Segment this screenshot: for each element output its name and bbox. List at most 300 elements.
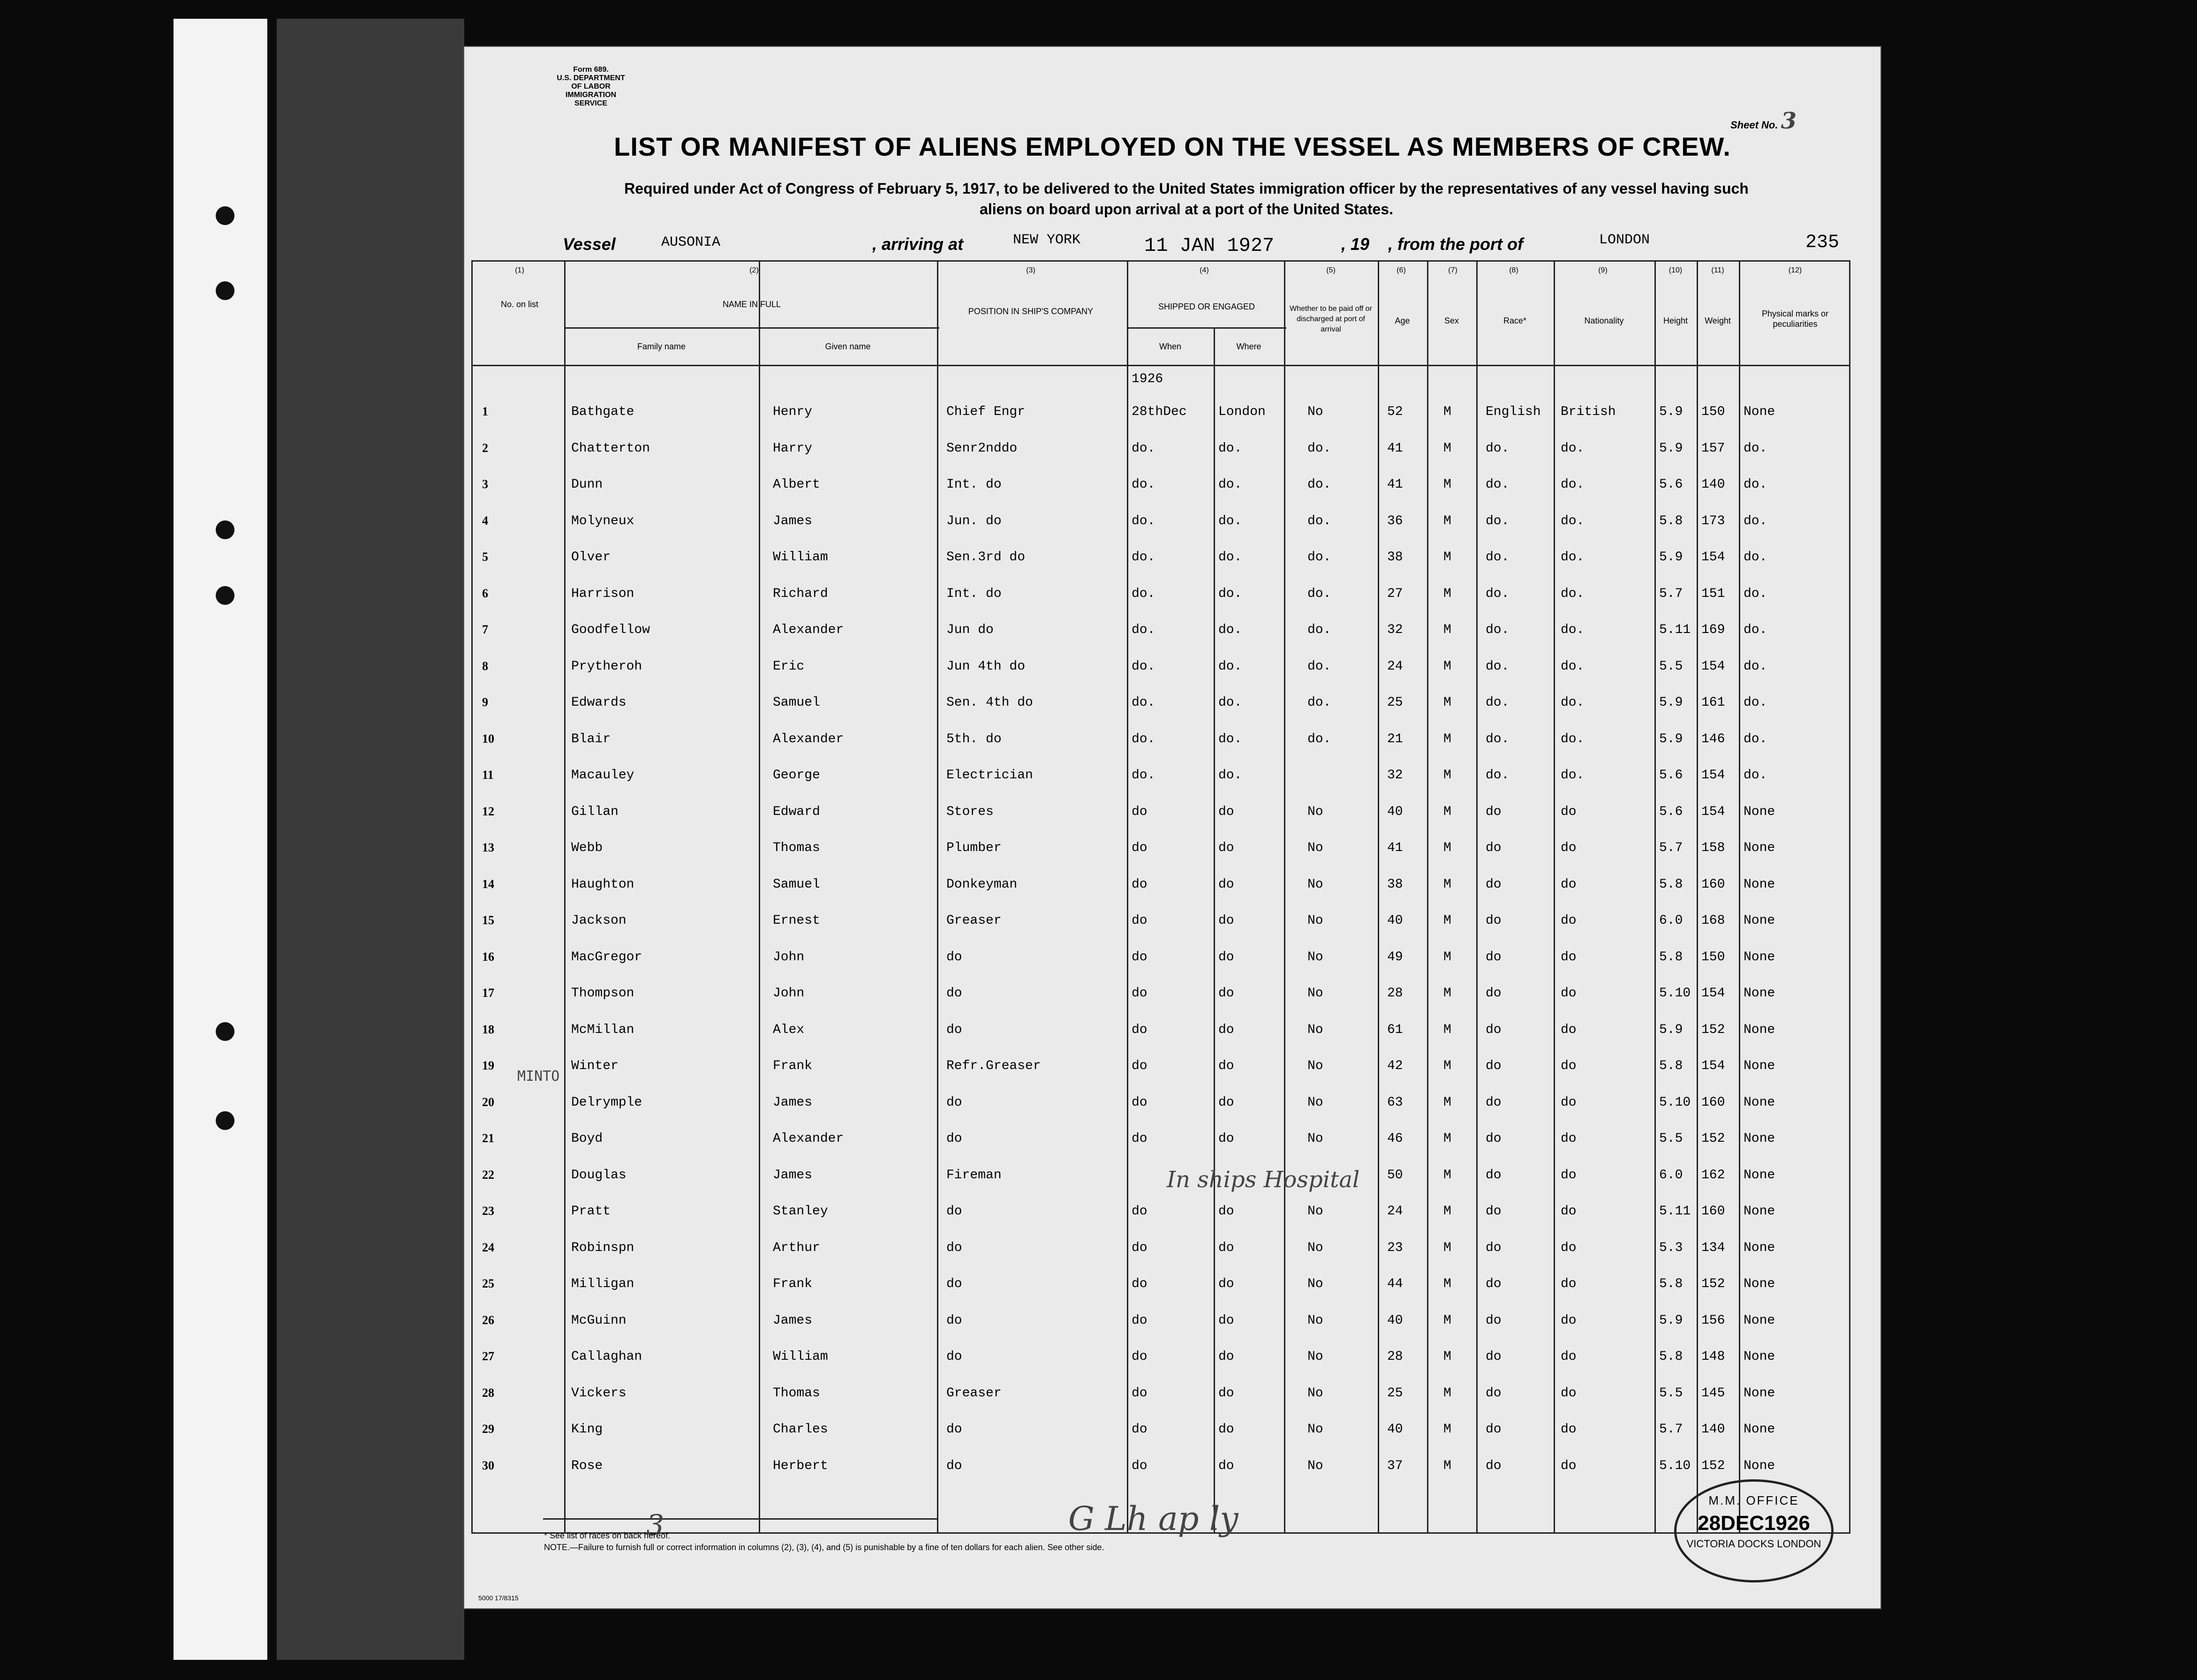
header-nationality: Nationality	[1584, 316, 1624, 325]
cell-no: 19	[482, 1059, 494, 1072]
table-row	[473, 1267, 1849, 1303]
arriving-port: NEW YORK	[1013, 232, 1081, 248]
cell-height: 5.6	[1659, 804, 1683, 819]
cell-race: do.	[1486, 659, 1510, 674]
header-age: Age	[1395, 316, 1410, 325]
cell-given: Stanley	[773, 1204, 828, 1219]
cell-when: do	[1132, 1313, 1148, 1328]
cell-paid: do.	[1307, 513, 1331, 528]
colnum-9: (9)	[1598, 266, 1608, 274]
cell-height: 5.5	[1659, 659, 1683, 674]
cell-nat: do.	[1561, 731, 1585, 746]
cell-height: 5.8	[1659, 877, 1683, 892]
signature-scrawl: G Lh ap ly	[1068, 1499, 1238, 1538]
cell-given: Alexander	[773, 1131, 844, 1146]
cell-position: do	[946, 1422, 962, 1437]
colnum-6: (6)	[1397, 266, 1406, 274]
cell-nat: do	[1561, 841, 1577, 855]
cell-position: Senr2nddo	[946, 441, 1018, 456]
table-row	[473, 831, 1849, 867]
table-row	[473, 1049, 1849, 1085]
cell-weight: 168	[1701, 913, 1725, 928]
cell-race: do.	[1486, 768, 1510, 783]
cell-family: Gillan	[571, 804, 619, 819]
cell-where: do.	[1218, 441, 1242, 456]
cell-race: do	[1486, 913, 1502, 928]
cell-no: 7	[482, 623, 488, 636]
cell-where: do	[1218, 949, 1234, 964]
cell-no: 20	[482, 1095, 494, 1109]
cell-race: do.	[1486, 695, 1510, 710]
cell-paid: No	[1307, 949, 1323, 964]
cell-given: Frank	[773, 1059, 813, 1073]
cell-marks: None	[1744, 949, 1775, 964]
cell-marks: do.	[1744, 477, 1767, 492]
cell-no: 8	[482, 659, 488, 673]
cell-age: 44	[1387, 1277, 1403, 1291]
cell-given: James	[773, 1168, 813, 1183]
cell-no: 28	[482, 1386, 494, 1400]
cell-sex: M	[1443, 1277, 1451, 1291]
cell-sex: M	[1443, 768, 1451, 783]
header-no-on-list: No. on list	[500, 300, 539, 309]
cell-nat: do	[1561, 1131, 1577, 1146]
cell-marks: None	[1744, 841, 1775, 855]
cell-where: do	[1218, 1313, 1234, 1328]
cell-nat: do	[1561, 1386, 1577, 1401]
cell-when: do	[1132, 841, 1148, 855]
cell-height: 5.8	[1659, 1277, 1683, 1291]
cell-sex: M	[1443, 1386, 1451, 1401]
cell-marks: None	[1744, 1131, 1775, 1146]
cell-no: 5	[482, 550, 488, 564]
binder-hole	[216, 520, 234, 539]
cell-weight: 157	[1701, 441, 1725, 456]
header-height: Height	[1663, 316, 1688, 325]
cell-where: do	[1218, 1240, 1234, 1255]
cell-family: Delrymple	[571, 1095, 642, 1110]
cell-when: do.	[1132, 477, 1155, 492]
cell-sex: M	[1443, 441, 1451, 456]
cell-height: 5.9	[1659, 731, 1683, 746]
cell-age: 41	[1387, 441, 1403, 456]
cell-sex: M	[1443, 877, 1451, 892]
cell-paid: do.	[1307, 695, 1331, 710]
cell-given: William	[773, 1349, 828, 1364]
cell-age: 25	[1387, 1386, 1403, 1401]
cell-position: Jun. do	[946, 513, 1002, 528]
cell-paid: do.	[1307, 550, 1331, 565]
cell-family: Goodfellow	[571, 623, 650, 637]
cell-given: James	[773, 513, 813, 528]
cell-marks: do.	[1744, 659, 1767, 674]
cell-nat: do	[1561, 1240, 1577, 1255]
cell-when: do	[1132, 986, 1148, 1001]
cell-given: Thomas	[773, 841, 820, 855]
arrival-date-stamp: 11 JAN 1927	[1144, 234, 1275, 257]
cell-sex: M	[1443, 1059, 1451, 1073]
cell-age: 49	[1387, 949, 1403, 964]
cell-height: 5.9	[1659, 405, 1683, 419]
table-row	[473, 650, 1849, 686]
cell-weight: 154	[1701, 768, 1725, 783]
cell-weight: 152	[1701, 1022, 1725, 1037]
arriving-label: , arriving at	[872, 234, 964, 254]
cell-no: 15	[482, 913, 494, 927]
cell-age: 24	[1387, 1204, 1403, 1219]
cell-age: 36	[1387, 513, 1403, 528]
from-label: , from the port of	[1388, 234, 1523, 254]
cell-when: do	[1132, 1386, 1148, 1401]
colnum-2: (2)	[749, 266, 759, 274]
cell-no: 29	[482, 1422, 494, 1436]
cell-sex: M	[1443, 477, 1451, 492]
colnum-3: (3)	[1026, 266, 1035, 274]
year-note: 1926	[1132, 372, 1163, 386]
cell-weight: 151	[1701, 586, 1725, 601]
colnum-10: (10)	[1669, 266, 1683, 274]
cell-height: 6.0	[1659, 1168, 1683, 1183]
cell-position: do	[946, 1313, 962, 1328]
cell-position: Electrician	[946, 768, 1033, 783]
cell-position: Sen.3rd do	[946, 550, 1026, 565]
cell-weight: 154	[1701, 550, 1725, 565]
cell-nat: do.	[1561, 441, 1585, 456]
cell-marks: do.	[1744, 550, 1767, 565]
cell-nat: do	[1561, 1277, 1577, 1291]
header-where: Where	[1236, 342, 1261, 351]
cell-position: 5th. do	[946, 731, 1002, 746]
cell-weight: 169	[1701, 623, 1725, 637]
cell-nat: do	[1561, 1422, 1577, 1437]
cell-when: do.	[1132, 441, 1155, 456]
cell-nat: do	[1561, 913, 1577, 928]
cell-paid: do.	[1307, 731, 1331, 746]
cell-no: 3	[482, 477, 488, 491]
total-mark: 3	[646, 1509, 664, 1542]
binder-hole	[216, 1111, 234, 1130]
cell-family: Vickers	[571, 1386, 627, 1401]
cell-family: Robinspn	[571, 1240, 634, 1255]
cell-family: Thompson	[571, 986, 634, 1001]
hospital-annotation: In ships Hospital	[1167, 1167, 1360, 1193]
colnum-11: (11)	[1711, 266, 1724, 274]
cell-height: 5.9	[1659, 550, 1683, 565]
cell-sex: M	[1443, 659, 1451, 674]
cell-given: Charles	[773, 1422, 828, 1437]
cell-age: 40	[1387, 1313, 1403, 1328]
cell-age: 52	[1387, 405, 1403, 419]
cell-no: 6	[482, 586, 488, 600]
cell-paid: No	[1307, 1386, 1323, 1401]
cell-age: 28	[1387, 1349, 1403, 1364]
cell-position: Fireman	[946, 1168, 1002, 1183]
cell-marks: do.	[1744, 623, 1767, 637]
cell-paid: No	[1307, 1422, 1323, 1437]
cell-where: do	[1218, 1349, 1234, 1364]
cell-no: 22	[482, 1168, 494, 1182]
cell-weight: 160	[1701, 877, 1725, 892]
colnum-5: (5)	[1326, 266, 1336, 274]
cell-paid: do.	[1307, 623, 1331, 637]
vessel-label: Vessel	[563, 234, 616, 254]
cell-race: do	[1486, 1313, 1502, 1328]
cell-position: Greaser	[946, 913, 1002, 928]
cell-given: Eric	[773, 659, 805, 674]
cell-race: do	[1486, 804, 1502, 819]
cell-when: do.	[1132, 513, 1155, 528]
cell-nat: do	[1561, 1022, 1577, 1037]
cell-given: John	[773, 949, 805, 964]
cell-marks: None	[1744, 1386, 1775, 1401]
cell-paid: do.	[1307, 441, 1331, 456]
cell-marks: None	[1744, 1168, 1775, 1183]
cell-race: do	[1486, 1059, 1502, 1073]
cell-marks: do.	[1744, 731, 1767, 746]
cell-height: 6.0	[1659, 913, 1683, 928]
cell-family: Jackson	[571, 913, 627, 928]
cell-where: do	[1218, 1095, 1234, 1110]
cell-no: 13	[482, 841, 494, 854]
cell-age: 32	[1387, 623, 1403, 637]
cell-sex: M	[1443, 949, 1451, 964]
cell-paid: No	[1307, 1349, 1323, 1364]
header-shipped: SHIPPED OR ENGAGED	[1158, 302, 1255, 311]
cell-given: Alex	[773, 1022, 805, 1037]
cell-race: do	[1486, 1204, 1502, 1219]
cell-marks: None	[1744, 1022, 1775, 1037]
cell-nat: do.	[1561, 695, 1585, 710]
cell-weight: 140	[1701, 1422, 1725, 1437]
cell-no: 30	[482, 1458, 494, 1472]
cell-where: do	[1218, 1422, 1234, 1437]
cell-sex: M	[1443, 1022, 1451, 1037]
cell-when: do	[1132, 1022, 1148, 1037]
cell-sex: M	[1443, 1131, 1451, 1146]
cell-given: Alexander	[773, 623, 844, 637]
cell-when: do.	[1132, 731, 1155, 746]
table-row	[473, 1195, 1849, 1231]
table-row	[473, 395, 1849, 431]
cell-age: 42	[1387, 1059, 1403, 1073]
cell-paid: No	[1307, 986, 1323, 1001]
cell-age: 27	[1387, 586, 1403, 601]
cell-height: 5.11	[1659, 1204, 1691, 1219]
cell-position: Donkeyman	[946, 877, 1018, 892]
table-row	[473, 1013, 1849, 1049]
cell-when: do	[1132, 1458, 1148, 1473]
cell-height: 5.9	[1659, 441, 1683, 456]
cell-given: James	[773, 1095, 813, 1110]
cell-weight: 145	[1701, 1386, 1725, 1401]
colnum-1: (1)	[515, 266, 524, 274]
cell-given: Richard	[773, 586, 828, 601]
cell-marks: None	[1744, 913, 1775, 928]
cell-height: 5.11	[1659, 623, 1691, 637]
table-row	[473, 1159, 1849, 1195]
cell-weight: 140	[1701, 477, 1725, 492]
cell-position: Int. do	[946, 477, 1002, 492]
cell-when: do.	[1132, 623, 1155, 637]
cell-given: George	[773, 768, 820, 783]
cell-weight: 150	[1701, 949, 1725, 964]
cell-when: do.	[1132, 550, 1155, 565]
cell-when: do	[1132, 1422, 1148, 1437]
cell-race: do	[1486, 986, 1502, 1001]
cell-no: 10	[482, 731, 494, 746]
cell-sex: M	[1443, 513, 1451, 528]
cell-position: do	[946, 1458, 962, 1473]
cell-given: Albert	[773, 477, 820, 492]
cell-no: 9	[482, 695, 488, 709]
cell-when: do.	[1132, 768, 1155, 783]
cell-sex: M	[1443, 731, 1451, 746]
cell-position: Sen. 4th do	[946, 695, 1033, 710]
from-port: LONDON	[1599, 232, 1650, 248]
cell-no: 21	[482, 1131, 494, 1145]
cell-no: 23	[482, 1204, 494, 1218]
cell-sex: M	[1443, 986, 1451, 1001]
cell-given: Frank	[773, 1277, 813, 1291]
cell-given: John	[773, 986, 805, 1001]
cell-weight: 156	[1701, 1313, 1725, 1328]
binder-hole	[216, 586, 234, 605]
cell-family: Edwards	[571, 695, 627, 710]
background-shadow	[277, 19, 464, 1660]
table-row	[473, 613, 1849, 649]
cell-position: do	[946, 986, 962, 1001]
cell-sex: M	[1443, 1313, 1451, 1328]
cell-nat: do.	[1561, 550, 1585, 565]
table-row	[473, 432, 1849, 468]
cell-where: do.	[1218, 731, 1242, 746]
cell-weight: 162	[1701, 1168, 1725, 1183]
cell-no: 26	[482, 1313, 494, 1327]
cell-sex: M	[1443, 586, 1451, 601]
cell-position: Greaser	[946, 1386, 1002, 1401]
cell-age: 40	[1387, 1422, 1403, 1437]
cell-weight: 134	[1701, 1240, 1725, 1255]
cell-age: 28	[1387, 986, 1403, 1001]
cell-race: do	[1486, 841, 1502, 855]
cell-sex: M	[1443, 1458, 1451, 1473]
cell-when: do	[1132, 1277, 1148, 1291]
stamp-line-1: M.M. OFFICE	[1708, 1493, 1799, 1507]
cell-where: do.	[1218, 623, 1242, 637]
cell-family: Douglas	[571, 1168, 627, 1183]
cell-where: do	[1218, 1458, 1234, 1473]
cell-no: 16	[482, 949, 494, 964]
cell-when: do	[1132, 949, 1148, 964]
subtitle-line-2: aliens on board upon arrival at a port of the United States.	[980, 201, 1393, 218]
cell-height: 5.8	[1659, 513, 1683, 528]
table-row	[473, 1304, 1849, 1340]
cell-where: do	[1218, 1386, 1234, 1401]
cell-family: Chatterton	[571, 441, 650, 456]
cell-family: McMillan	[571, 1022, 634, 1037]
cell-where: do.	[1218, 659, 1242, 674]
cell-marks: do.	[1744, 441, 1767, 456]
cell-family: Olver	[571, 550, 611, 565]
cell-height: 5.6	[1659, 768, 1683, 783]
header-family-name: Family name	[637, 342, 686, 351]
cell-age: 41	[1387, 477, 1403, 492]
cell-height: 5.8	[1659, 1059, 1683, 1073]
cell-marks: None	[1744, 1277, 1775, 1291]
cell-where: do	[1218, 1022, 1234, 1037]
table-row	[473, 1377, 1849, 1413]
cell-when: do.	[1132, 659, 1155, 674]
cell-height: 5.9	[1659, 695, 1683, 710]
cell-given: Thomas	[773, 1386, 820, 1401]
cell-nat: do	[1561, 1095, 1577, 1110]
header-weight: Weight	[1705, 316, 1731, 325]
cell-position: do	[946, 1022, 962, 1037]
cell-family: Dunn	[571, 477, 603, 492]
cell-race: do	[1486, 1095, 1502, 1110]
cell-sex: M	[1443, 1204, 1451, 1219]
header-sex: Sex	[1444, 316, 1459, 325]
cell-where: do	[1218, 877, 1234, 892]
colnum-4: (4)	[1200, 266, 1209, 274]
manifest-title: LIST OR MANIFEST OF ALIENS EMPLOYED ON THE VESSEL AS MEMBERS OF CREW.	[614, 132, 1731, 161]
cell-position: do	[946, 949, 962, 964]
cell-marks: None	[1744, 1095, 1775, 1110]
cell-no: 12	[482, 804, 494, 818]
cell-when: do	[1132, 1240, 1148, 1255]
cell-nat: do	[1561, 804, 1577, 819]
cell-weight: 160	[1701, 1095, 1725, 1110]
cell-weight: 154	[1701, 986, 1725, 1001]
cell-nat: do.	[1561, 513, 1585, 528]
subtitle-line-1: Required under Act of Congress of February 5, 1917, to be delivered to the United States immigration officer by the representatives of any vessel having such	[624, 180, 1749, 197]
cell-where: do.	[1218, 768, 1242, 783]
cell-no: 11	[482, 768, 494, 782]
cell-position: Plumber	[946, 841, 1002, 855]
cell-given: Arthur	[773, 1240, 820, 1255]
cell-where: do.	[1218, 695, 1242, 710]
cell-age: 41	[1387, 841, 1403, 855]
table-row	[473, 1231, 1849, 1267]
table-row	[473, 795, 1849, 831]
cell-age: 24	[1387, 659, 1403, 674]
cell-marks: None	[1744, 1458, 1775, 1473]
cell-age: 38	[1387, 550, 1403, 565]
manifest-page	[464, 47, 1880, 1608]
cell-marks: None	[1744, 405, 1775, 419]
cell-no: 17	[482, 986, 494, 1000]
cell-nat: do.	[1561, 659, 1585, 674]
cell-nat: do	[1561, 877, 1577, 892]
cell-age: 63	[1387, 1095, 1403, 1110]
cell-where: do	[1218, 841, 1234, 855]
cell-nat: do	[1561, 1059, 1577, 1073]
cell-sex: M	[1443, 1240, 1451, 1255]
cell-position: do	[946, 1131, 962, 1146]
cell-paid: No	[1307, 1240, 1323, 1255]
cell-age: 23	[1387, 1240, 1403, 1255]
cell-age: 50	[1387, 1168, 1403, 1183]
cell-sex: M	[1443, 695, 1451, 710]
cell-when: do.	[1132, 586, 1155, 601]
cell-nat: do	[1561, 1204, 1577, 1219]
cell-sex: M	[1443, 1349, 1451, 1364]
table-row	[473, 1122, 1849, 1158]
table-row	[473, 541, 1849, 577]
cell-family: Bathgate	[571, 405, 634, 419]
print-code: 5000 17/8315	[478, 1594, 519, 1602]
cell-when: do	[1132, 804, 1148, 819]
